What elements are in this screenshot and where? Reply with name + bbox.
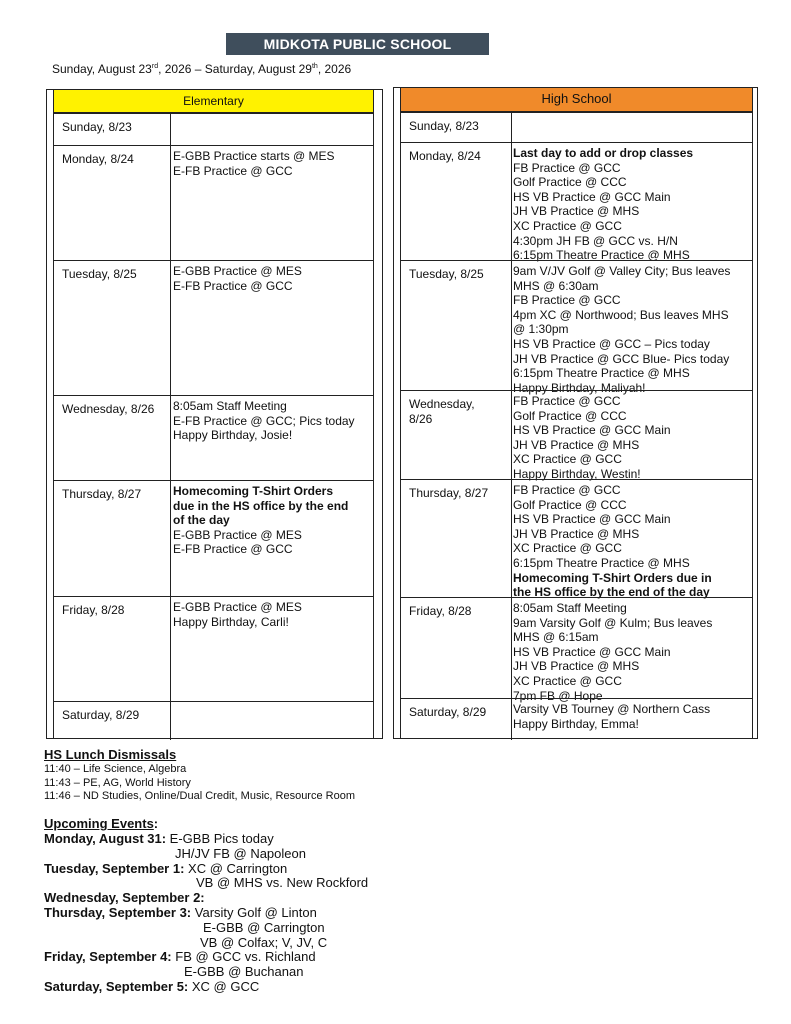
elementary-column-divider (170, 261, 171, 395)
upcoming-event-text: E-GBB @ Buchanan (184, 964, 304, 980)
elementary-event: E-GBB Practice @ MES (173, 527, 302, 542)
elementary-event-highlight: due in the HS office by the end (173, 498, 349, 513)
high-school-day-row (401, 698, 752, 740)
high-school-event: FB Practice @ GCC (513, 160, 621, 175)
elementary-event: E-GBB Practice @ MES (173, 264, 302, 278)
high-school-event: Varsity VB Tourney @ Northern Cass (513, 702, 711, 716)
upcoming-event-row (44, 965, 368, 980)
high-school-day-label: Sunday, 8/23 (409, 119, 479, 133)
elementary-event: E-FB Practice @ GCC (173, 542, 293, 557)
elementary-event: E-GBB Practice @ MES (173, 600, 302, 614)
high-school-event: FB Practice @ GCC (513, 483, 621, 497)
high-school-event: 7pm FB @ Hope (513, 688, 603, 703)
elementary-schedule-grid (53, 113, 374, 739)
upcoming-event-text: Varsity Golf @ Linton (191, 904, 317, 920)
elementary-event-highlight: of the day (173, 513, 230, 528)
high-school-column-divider (511, 143, 512, 260)
upcoming-events-heading (44, 816, 368, 832)
high-school-event: JH VB Practice @ GCC Blue- Pics today (513, 351, 730, 366)
date-end-suffix: th (311, 63, 318, 70)
elementary-day-events (173, 484, 348, 557)
lunch-line: 11:43 – PE, AG, World History (44, 776, 191, 789)
high-school-event: Happy Birthday, Westin! (513, 466, 641, 481)
high-school-event: 9am Varsity Golf @ Kulm; Bus leaves (513, 615, 713, 630)
high-school-day-label: Wednesday, 8/26 (409, 397, 475, 426)
upcoming-event-row (44, 936, 368, 951)
high-school-column-divider (511, 598, 512, 698)
high-school-column-divider (511, 699, 512, 740)
upcoming-event-text: XC @ GCC (188, 978, 260, 994)
high-school-event: JH VB Practice @ MHS (513, 659, 640, 674)
high-school-event: 4:30pm JH FB @ GCC vs. H/N (513, 233, 678, 248)
high-school-column-divider (511, 391, 512, 479)
high-school-day-events (513, 601, 712, 703)
upcoming-event-row (44, 906, 368, 921)
high-school-event: @ 1:30pm (513, 322, 569, 337)
high-school-day-label: Saturday, 8/29 (409, 705, 487, 719)
elementary-day-row (54, 260, 373, 395)
elementary-day-label: Monday, 8/24 (62, 152, 134, 166)
high-school-event: HS VB Practice @ GCC Main (513, 512, 671, 527)
high-school-day-events (513, 483, 712, 600)
upcoming-event-row (44, 980, 368, 995)
high-school-day-row (401, 260, 752, 395)
elementary-event: Happy Birthday, Carli! (173, 614, 289, 629)
upcoming-date-label: Monday, August 31: (44, 831, 167, 846)
high-school-event: 6:15pm Theatre Practice @ MHS (513, 366, 690, 381)
high-school-event: XC Practice @ GCC (513, 541, 622, 556)
high-school-column-divider (511, 480, 512, 597)
elementary-day-row (54, 145, 373, 260)
hs-lunch-section (44, 747, 355, 804)
upcoming-date-label: Thursday, September 3: (44, 904, 192, 920)
elementary-heading: Elementary (53, 89, 374, 113)
lunch-line: 11:40 – Life Science, Algebra (44, 763, 187, 775)
elementary-day-events (173, 264, 302, 293)
high-school-event: Happy Birthday, Emma! (513, 716, 639, 731)
high-school-event-highlight: the HS office by the end of the day (513, 585, 710, 600)
high-school-event: 6:15pm Theatre Practice @ MHS (513, 248, 690, 263)
elementary-column-divider (170, 146, 171, 260)
elementary-day-label: Saturday, 8/29 (62, 708, 140, 722)
high-school-day-events (513, 394, 671, 482)
high-school-event: Golf Practice @ CCC (513, 497, 627, 512)
elementary-event: 8:05am Staff Meeting (173, 399, 287, 413)
high-school-event: FB Practice @ GCC (513, 293, 621, 308)
date-start-suffix: rd (151, 63, 159, 70)
elementary-day-label: Sunday, 8/23 (62, 120, 132, 134)
date-end: , 2026 (317, 62, 352, 76)
high-school-event: JH VB Practice @ MHS (513, 526, 640, 541)
hs-lunch-heading: HS Lunch Dismissals (44, 747, 177, 762)
elementary-event-highlight: Homecoming T-Shirt Orders (173, 484, 334, 498)
high-school-event: Golf Practice @ CCC (513, 408, 627, 423)
high-school-day-row (401, 142, 752, 263)
high-school-event: 4pm XC @ Northwood; Bus leaves MHS (513, 307, 729, 322)
high-school-day-row (401, 597, 752, 703)
high-school-event: HS VB Practice @ GCC Main (513, 189, 671, 204)
elementary-day-row (54, 701, 373, 740)
elementary-day-label: Tuesday, 8/25 (62, 267, 137, 281)
elementary-column-divider (170, 114, 171, 145)
upcoming-event-row (44, 921, 368, 936)
elementary-day-events (173, 600, 302, 629)
upcoming-date-label: Tuesday, September 1: (44, 860, 185, 876)
high-school-day-events (513, 146, 693, 263)
elementary-day-row (54, 480, 373, 596)
high-school-event: Happy Birthday, Maliyah! (513, 380, 646, 395)
upcoming-event-text: VB @ MHS vs. New Rockford (196, 875, 369, 891)
high-school-day-row (401, 479, 752, 600)
date-start: Sunday, August 23 (52, 62, 152, 76)
elementary-event: E-FB Practice @ GCC; Pics today (173, 413, 355, 428)
upcoming-event-text: XC @ Carrington (184, 860, 288, 876)
elementary-column-divider (170, 597, 171, 701)
high-school-column-divider (511, 261, 512, 390)
high-school-column-divider (511, 113, 512, 142)
high-school-schedule-grid (400, 112, 753, 739)
high-school-day-row (401, 113, 752, 142)
upcoming-event-row (44, 832, 368, 847)
upcoming-events-section (44, 816, 368, 995)
upcoming-event-row (44, 847, 368, 862)
elementary-event: Happy Birthday, Josie! (173, 428, 293, 443)
upcoming-event-text: FB @ GCC vs. Richland (171, 949, 316, 965)
school-title: MIDKOTA PUBLIC SCHOOL (226, 33, 489, 55)
high-school-event: XC Practice @ GCC (513, 452, 622, 467)
high-school-day-label: Friday, 8/28 (409, 604, 472, 618)
high-school-day-events (513, 264, 730, 395)
high-school-event: XC Practice @ GCC (513, 218, 622, 233)
upcoming-event-row (44, 950, 368, 965)
high-school-event: JH VB Practice @ MHS (513, 437, 640, 452)
elementary-day-events (173, 149, 335, 178)
high-school-event: XC Practice @ GCC (513, 673, 622, 688)
high-school-event: HS VB Practice @ GCC Main (513, 423, 671, 438)
elementary-day-row (54, 114, 373, 145)
high-school-event: Golf Practice @ CCC (513, 175, 627, 190)
elementary-column-divider (170, 396, 171, 480)
upcoming-event-row (44, 891, 368, 906)
high-school-day-events (513, 702, 710, 731)
high-school-day-label: Thursday, 8/27 (409, 486, 489, 500)
upcoming-event-text: E-GBB Pics today (166, 831, 274, 846)
lunch-line: 11:46 – ND Studies, Online/Dual Credit, Music, Resource Room (44, 790, 355, 802)
high-school-event-highlight: Homecoming T-Shirt Orders due in (513, 570, 712, 585)
elementary-event: E-FB Practice @ GCC (173, 163, 293, 178)
elementary-day-row (54, 395, 373, 480)
upcoming-heading-colon: : (153, 816, 159, 831)
upcoming-heading-text: Upcoming Events (44, 816, 154, 831)
high-school-event: FB Practice @ GCC (513, 394, 621, 408)
upcoming-event-text: JH/JV FB @ Napoleon (175, 845, 306, 861)
upcoming-event-text: VB @ Colfax; V, JV, C (200, 934, 328, 950)
high-school-event: HS VB Practice @ GCC Main (513, 644, 671, 659)
high-school-day-label: Tuesday, 8/25 (409, 267, 484, 281)
high-school-event: 9am V/JV Golf @ Valley City; Bus leaves (513, 264, 731, 278)
elementary-day-label: Wednesday, 8/26 (62, 402, 155, 416)
elementary-day-label: Friday, 8/28 (62, 603, 125, 617)
high-school-event: MHS @ 6:15am (513, 630, 599, 645)
high-school-event: HS VB Practice @ GCC – Pics today (513, 336, 710, 351)
elementary-day-row (54, 596, 373, 701)
upcoming-date-label: Saturday, September 5: (44, 978, 189, 994)
upcoming-date-label: Wednesday, September 2: (44, 890, 205, 906)
high-school-day-label: Monday, 8/24 (409, 149, 481, 163)
high-school-event-highlight: Last day to add or drop classes (513, 146, 694, 160)
elementary-day-label: Thursday, 8/27 (62, 487, 142, 501)
week-date-range (52, 62, 351, 76)
high-school-event: 6:15pm Theatre Practice @ MHS (513, 555, 690, 570)
upcoming-event-text: E-GBB @ Carrington (203, 919, 325, 935)
high-school-event: 8:05am Staff Meeting (513, 601, 627, 615)
upcoming-event-row (44, 876, 368, 891)
elementary-event: E-FB Practice @ GCC (173, 278, 293, 293)
elementary-column-divider (170, 481, 171, 596)
upcoming-event-row (44, 862, 368, 877)
high-school-event: MHS @ 6:30am (513, 278, 599, 293)
upcoming-date-label: Friday, September 4: (44, 949, 172, 965)
date-mid: , 2026 – Saturday, August 29 (158, 62, 312, 76)
high-school-heading: High School (400, 87, 753, 112)
elementary-event: E-GBB Practice starts @ MES (173, 149, 335, 163)
elementary-day-events (173, 399, 355, 443)
elementary-column-divider (170, 702, 171, 740)
high-school-event: JH VB Practice @ MHS (513, 204, 640, 219)
high-school-day-row (401, 390, 752, 479)
